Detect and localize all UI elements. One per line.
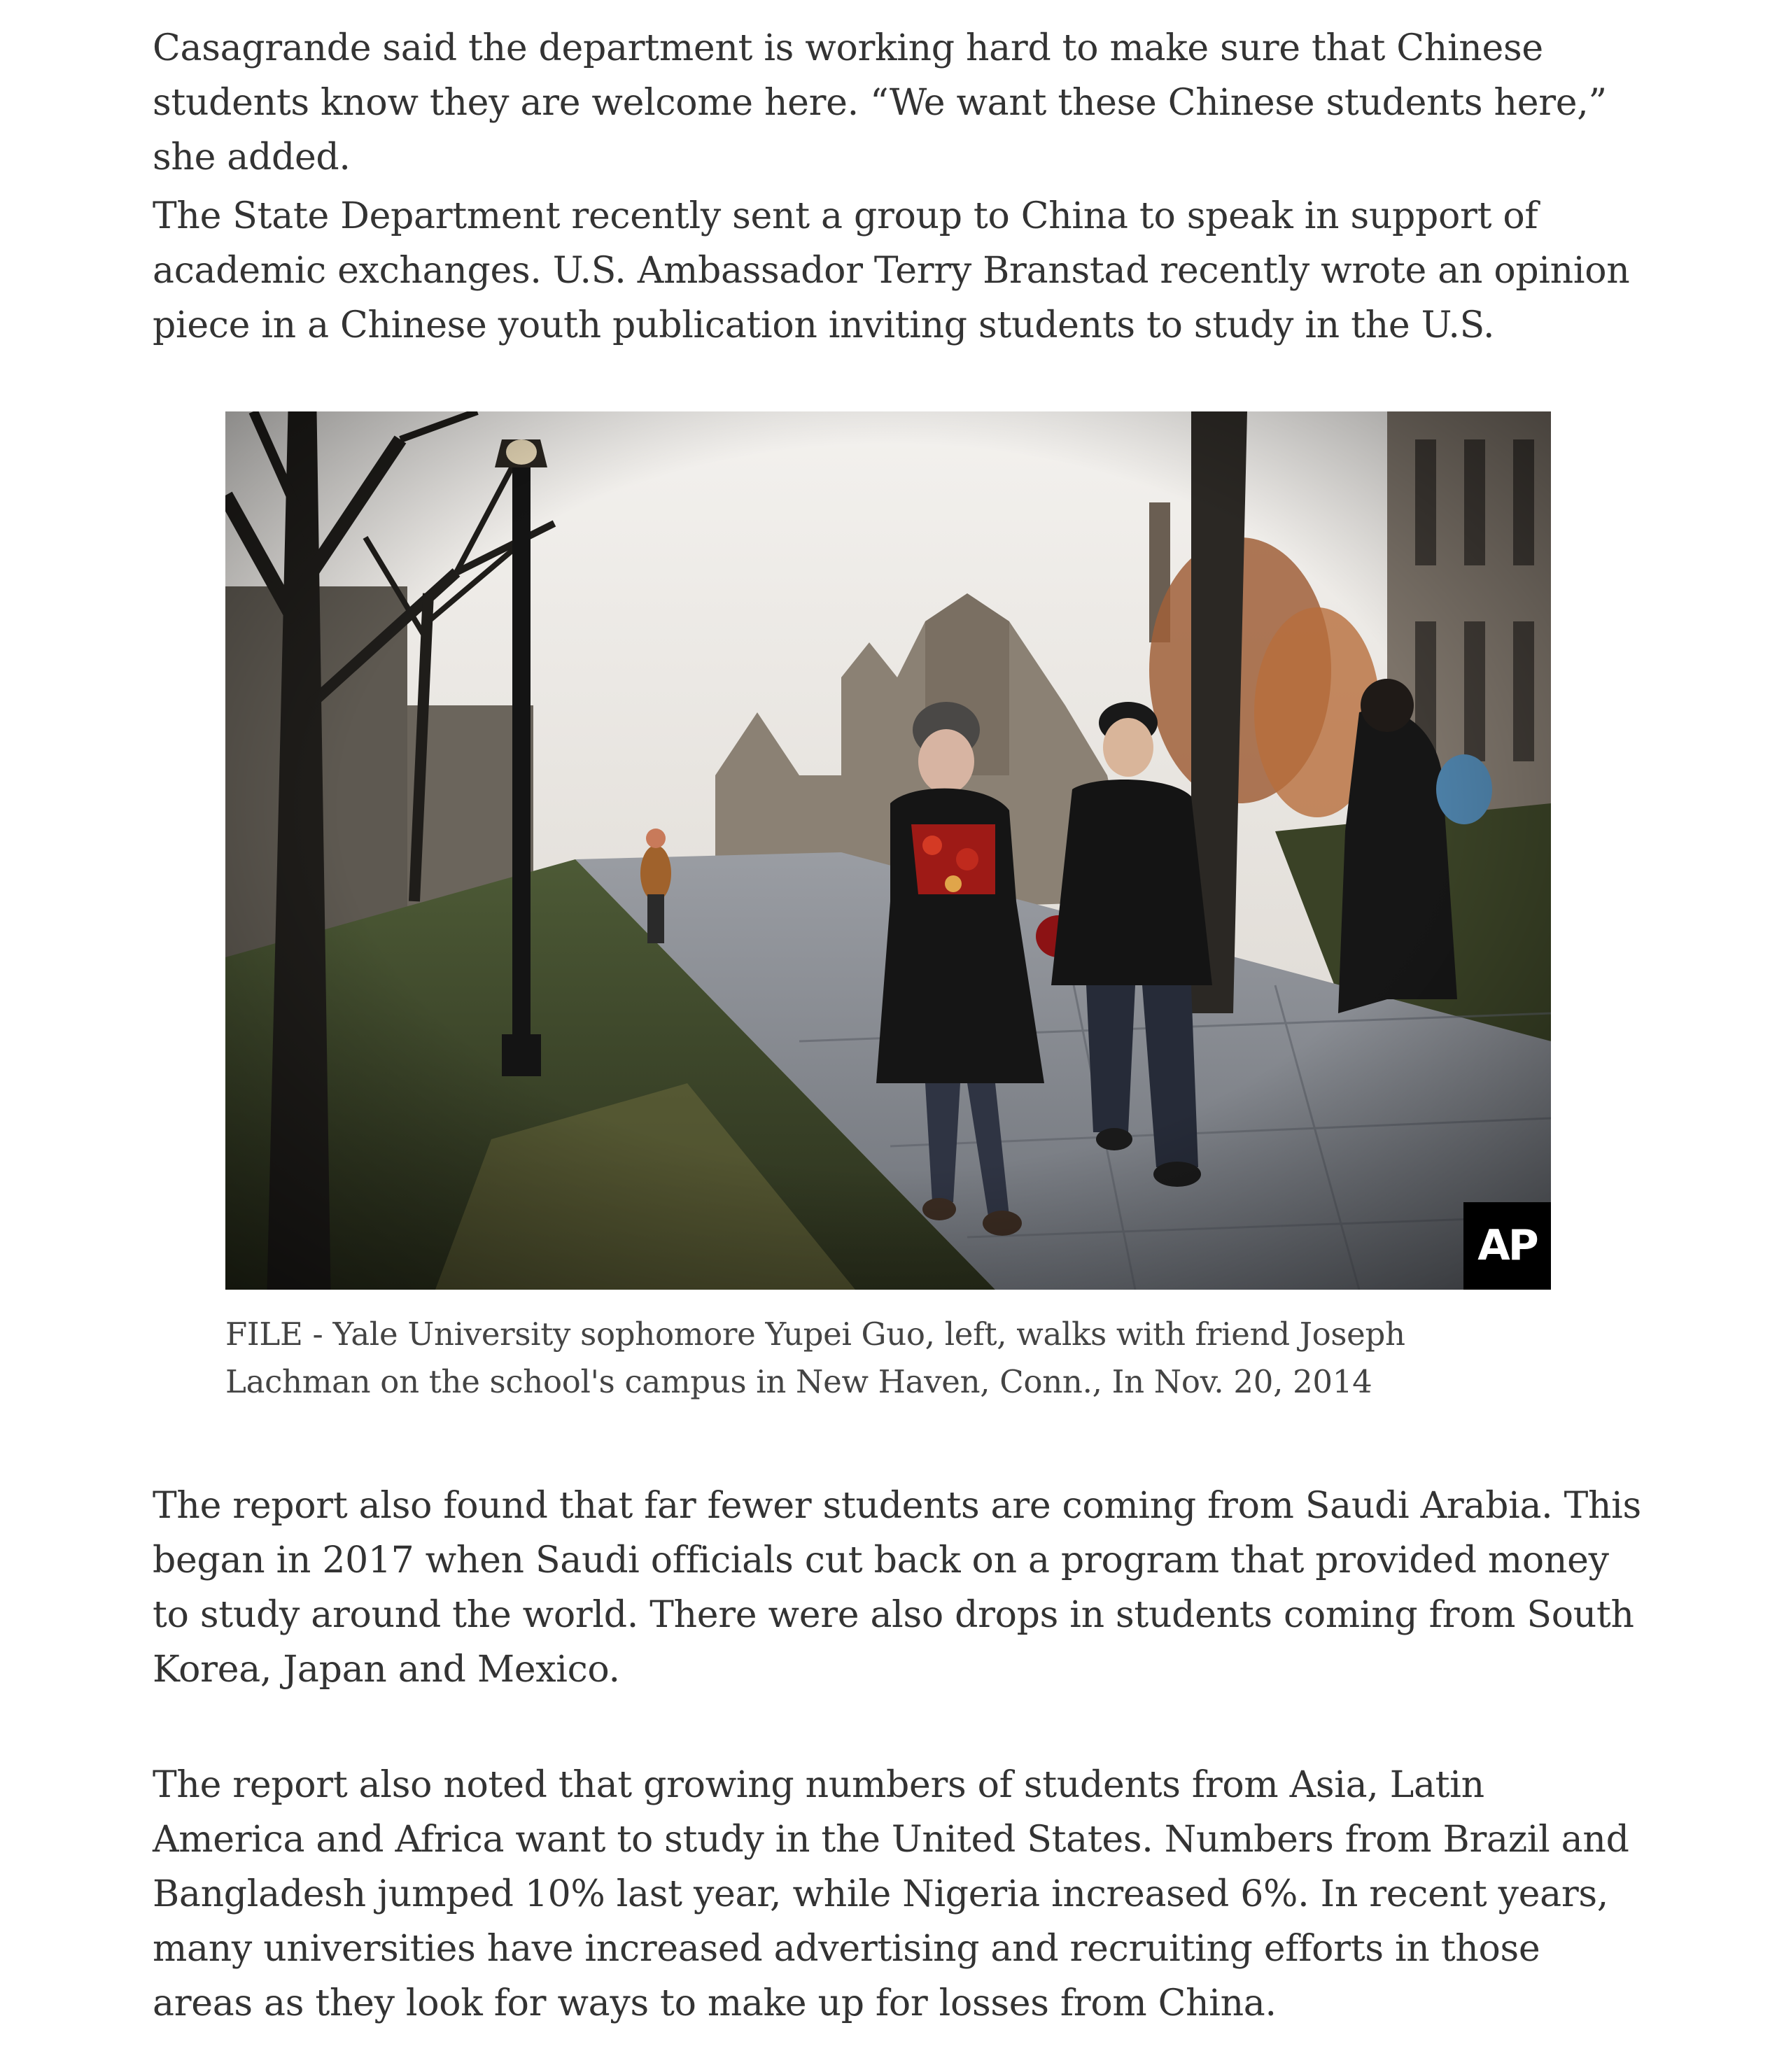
article-figure <box>225 411 1551 1406</box>
photo-caption: FILE - Yale University sophomore Yupei Guo, left, walks with friend Joseph Lachman on the school's campus in New Haven, Conn., In Nov. 20, 2014 <box>225 1316 1405 1400</box>
campus-photo-illustration <box>225 411 1551 1290</box>
paragraph-2: The State Department recently sent a group to China to speak in support of academic exchanges. U.S. Ambassador Terry Branstad recently wrote an opinion piece in a Chinese youth publication inviting students to study in the U.S. <box>153 195 1630 346</box>
paragraph-4: The report also noted that growing numbers of students from Asia, Latin America and Africa want to study in the United States. Numbers from Brazil and Bangladesh jumped 10% last year, while Nigeria increased 6%. In recent years, many universities have increased advertising and recruiting efforts in those areas as they look for ways to make up for losses from China. <box>153 1764 1629 2024</box>
ap-logo: AP <box>1463 1202 1551 1290</box>
paragraph-1: Casagrande said the department is working hard to make sure that Chinese students know they are welcome here. “We want these Chinese students here,” she added. <box>153 27 1607 178</box>
paragraph-3: The report also found that far fewer students are coming from Saudi Arabia. This began in 2017 when Saudi officials cut back on a program that provided money to study around the world. There were also drops in students coming from South Korea, Japan and Mexico. <box>153 1485 1641 1691</box>
campus-photo <box>225 411 1551 1290</box>
